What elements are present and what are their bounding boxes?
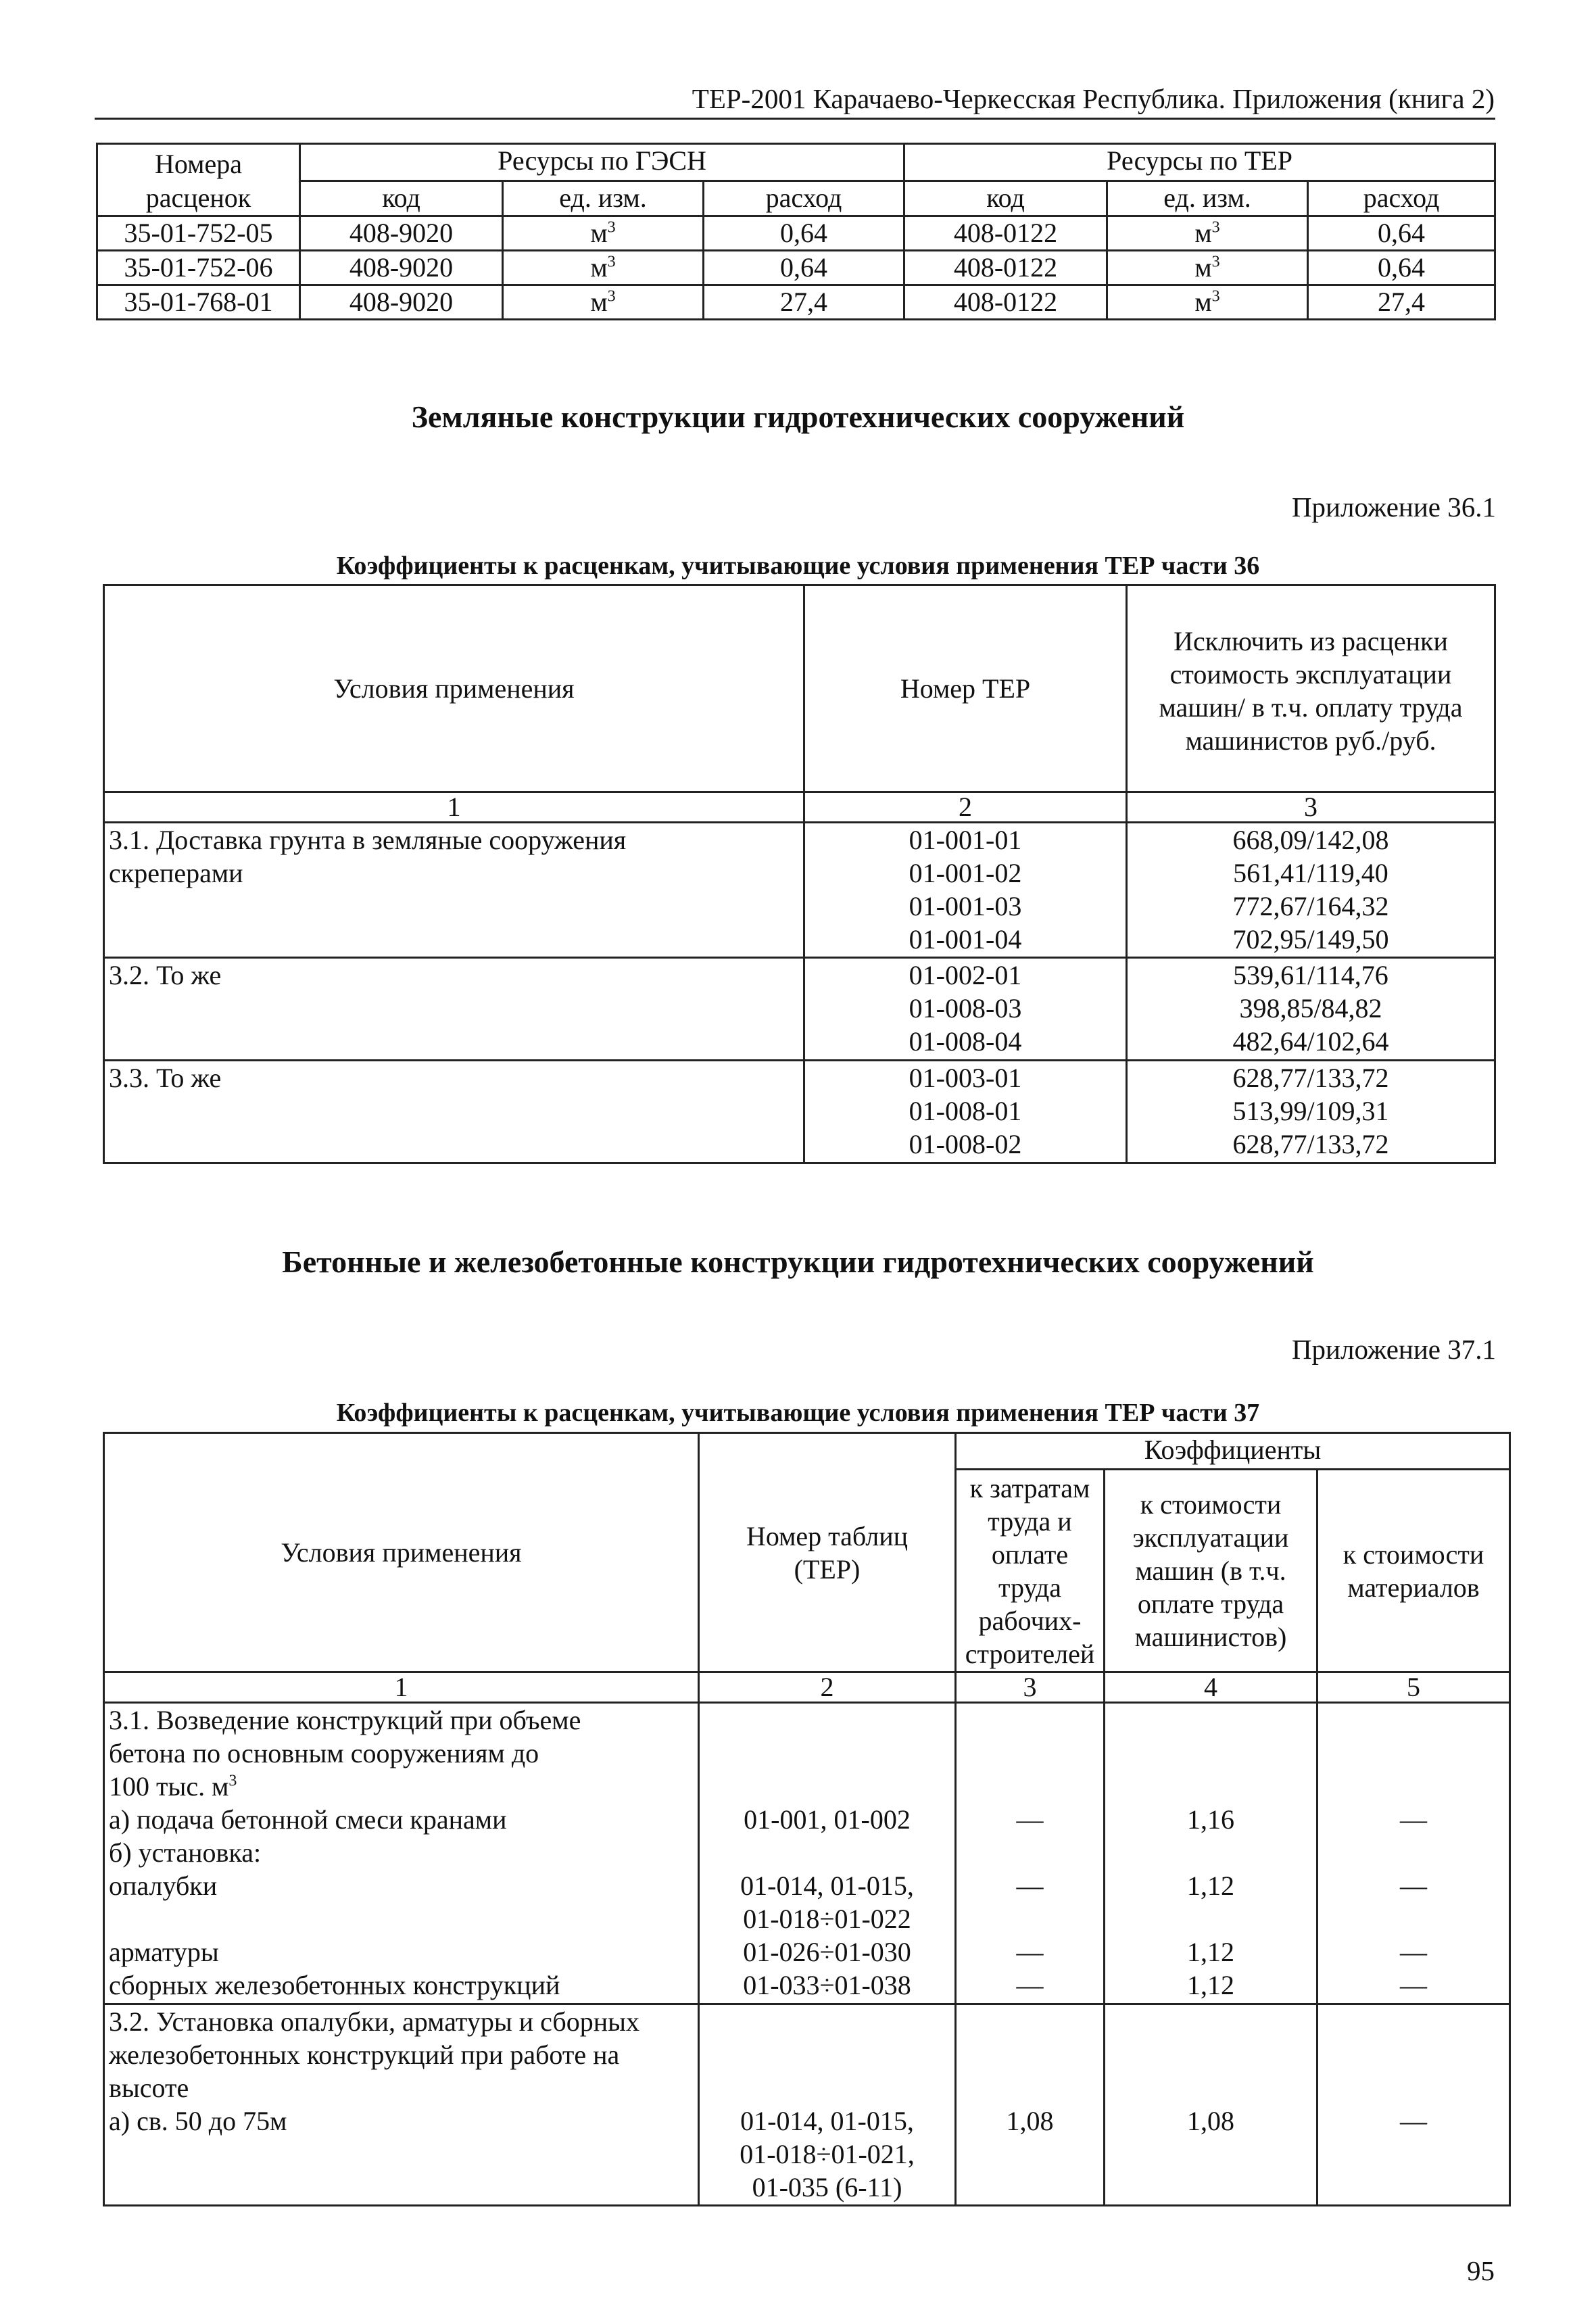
resources-table — [96, 143, 1496, 320]
table-row — [97, 251, 1495, 285]
value-cell: 539,61/114,76 398,85/84,82 482,64/102,64 — [1127, 958, 1495, 1061]
labor-coef-cell: — — — — — [956, 1703, 1105, 2004]
table-row — [104, 1061, 1495, 1163]
exclude-header: Исключить из расценки стоимость эксплуатации машин/ в т.ч. оплату труда машинистов руб./руб. — [1127, 585, 1495, 792]
conditions-header: Условия применения — [104, 1433, 699, 1672]
table-number-cell: 01-014, 01-015, 01-018÷01-021, 01-035 (6-11) — [699, 2004, 956, 2206]
code-cell: 408-0122 — [904, 216, 1107, 251]
materials-coef-cell: — — — — — [1317, 1703, 1510, 2004]
column-number: 3 — [956, 1672, 1105, 1703]
col-rates-header: Номера расценок — [97, 144, 300, 216]
ter-unit-header: ед. изм. — [1107, 181, 1308, 216]
column-number: 5 — [1317, 1672, 1510, 1703]
condition-cell: 3.1. Возведение конструкций при объеме бетона по основным сооружениям до 100 тыс. $м^3$ а) подача бетонной смеси кранами б) установка: опалубки арматуры сборных железобетонных конструкций — [104, 1703, 699, 2004]
machines-coef-cell: 1,16 1,12 1,12 1,12 — [1105, 1703, 1317, 2004]
condition-cell: 3.2. Установка опалубки, арматуры и сборных железобетонных конструкций при работе на высоте а) св. 50 до 75м — [104, 2004, 699, 2206]
labor-header: к затратам труда и оплате труда рабочих- строителей — [956, 1470, 1105, 1672]
column-number: 2 — [804, 792, 1127, 823]
section-title: Земляные конструкции гидротехнических сооружений — [411, 400, 1185, 434]
table-row — [104, 1703, 1510, 2004]
unit-cell: $м^3$ — [1107, 216, 1308, 251]
ter-number-cell: 01-002-01 01-008-03 01-008-04 — [804, 958, 1127, 1061]
materials-header: к стоимости материалов — [1317, 1470, 1510, 1672]
ter-code-header: код — [904, 181, 1107, 216]
column-number: 2 — [699, 1672, 956, 1703]
machines-header: к стоимости эксплуатации машин (в т.ч. оплате труда машинистов) — [1105, 1470, 1317, 1672]
code-cell: 408-0122 — [904, 251, 1107, 285]
table-number-header: Номер таблиц (ТЕР) — [699, 1433, 956, 1672]
unit-cell: $м^3$ — [503, 285, 704, 320]
coefficients-table-36 — [103, 584, 1496, 1164]
table-number-cell: 01-001, 01-002 01-014, 01-015, 01-018÷01-022 01-026÷01-030 01-033÷01-038 — [699, 1703, 956, 2004]
rate-cell: 35-01-752-06 — [97, 251, 300, 285]
unit-cell: $м^3$ — [503, 216, 704, 251]
header-rule — [95, 118, 1495, 120]
coefficients-table-37 — [103, 1432, 1511, 2206]
materials-coef-cell: — — [1317, 2004, 1510, 2206]
column-number: 1 — [104, 1672, 699, 1703]
table-row — [97, 285, 1495, 320]
table-row — [104, 2004, 1510, 2206]
column-number: 1 — [104, 792, 804, 823]
unit-cell: $м^3$ — [1107, 285, 1308, 320]
section-title: Бетонные и железобетонные конструкции гидротехнических сооружений — [282, 1245, 1314, 1279]
ter-amount-header: расход — [1308, 181, 1495, 216]
amount-cell: 27,4 — [1308, 285, 1495, 320]
code-cell: 408-9020 — [300, 216, 503, 251]
code-cell: 408-0122 — [904, 285, 1107, 320]
appendix-label: Приложение 37.1 — [1291, 1334, 1496, 1365]
table-caption: Коэффициенты к расценкам, учитывающие условия применения ТЕР части 37 — [336, 1399, 1260, 1427]
table-row — [104, 823, 1495, 958]
gesn-unit-header: ед. изм. — [503, 181, 704, 216]
table-row — [97, 216, 1495, 251]
amount-cell: 0,64 — [1308, 216, 1495, 251]
condition-cell: 3.1. Доставка грунта в земляные сооружения скреперами — [104, 823, 804, 958]
condition-cell: 3.2. То же — [104, 958, 804, 1061]
amount-cell: 0,64 — [704, 216, 904, 251]
table-caption: Коэффициенты к расценкам, учитывающие условия применения ТЕР части 36 — [336, 552, 1260, 580]
column-number: 4 — [1105, 1672, 1317, 1703]
value-cell: 628,77/133,72 513,99/109,31 628,77/133,72 — [1127, 1061, 1495, 1163]
rate-cell: 35-01-768-01 — [97, 285, 300, 320]
amount-cell: 0,64 — [704, 251, 904, 285]
condition-cell: 3.3. То же — [104, 1061, 804, 1163]
ter-number-cell: 01-003-01 01-008-01 01-008-02 — [804, 1061, 1127, 1163]
gesn-amount-header: расход — [704, 181, 904, 216]
machines-coef-cell: 1,08 — [1105, 2004, 1317, 2206]
code-cell: 408-9020 — [300, 285, 503, 320]
coefficients-group-header: Коэффициенты — [956, 1433, 1510, 1470]
running-header: ТЕР-2001 Карачаево-Черкесская Республика. Приложения (книга 2) — [692, 83, 1495, 114]
unit-cell: $м^3$ — [1107, 251, 1308, 285]
rate-cell: 35-01-752-05 — [97, 216, 300, 251]
code-cell: 408-9020 — [300, 251, 503, 285]
page-number: 95 — [1467, 2255, 1495, 2286]
amount-cell: 27,4 — [704, 285, 904, 320]
amount-cell: 0,64 — [1308, 251, 1495, 285]
column-number: 3 — [1127, 792, 1495, 823]
ter-number-header: Номер ТЕР — [804, 585, 1127, 792]
gesn-group-header: Ресурсы по ГЭСН — [300, 144, 904, 181]
labor-coef-cell: 1,08 — [956, 2004, 1105, 2206]
appendix-label: Приложение 36.1 — [1291, 491, 1496, 523]
table-row — [104, 958, 1495, 1061]
unit-cell: $м^3$ — [503, 251, 704, 285]
gesn-code-header: код — [300, 181, 503, 216]
conditions-header: Условия применения — [104, 585, 804, 792]
value-cell: 668,09/142,08 561,41/119,40 772,67/164,32 702,95/149,50 — [1127, 823, 1495, 958]
ter-number-cell: 01-001-01 01-001-02 01-001-03 01-001-04 — [804, 823, 1127, 958]
ter-group-header: Ресурсы по ТЕР — [904, 144, 1495, 181]
